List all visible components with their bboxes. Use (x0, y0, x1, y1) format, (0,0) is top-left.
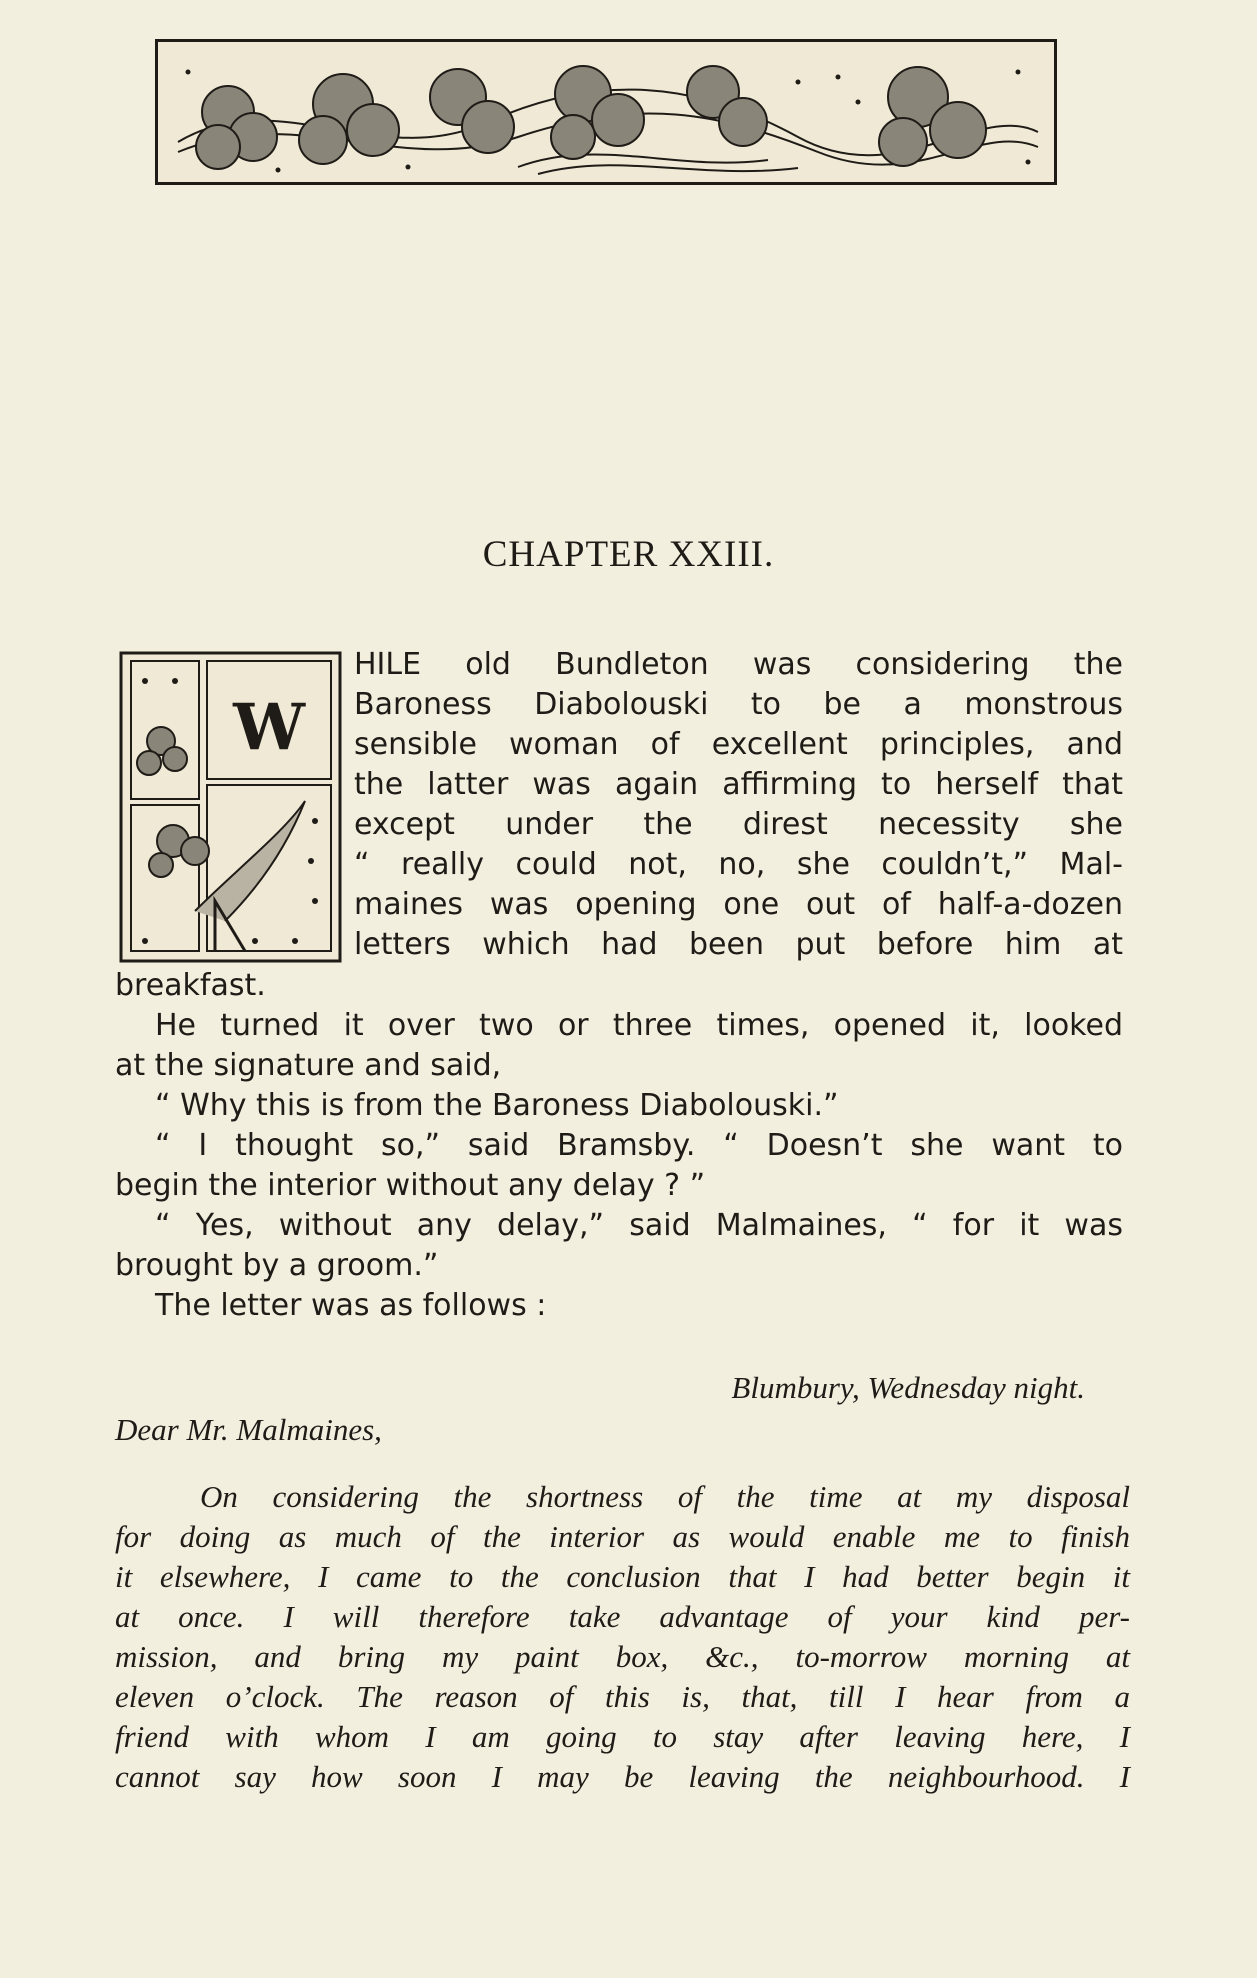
paragraph-line: “ I thought so,” said Bramsby. “ Doesn’t she want to (155, 1128, 1123, 1163)
paragraph-line: He turned it over two or three times, opened it, looked (155, 1008, 1123, 1043)
paragraph-line: Baroness Diabolouski to be a monstrous (354, 687, 1123, 722)
paragraph-line: except under the direst necessity she (354, 807, 1123, 842)
paragraph-line: the latter was again affirming to herself that (354, 767, 1123, 802)
paragraph-line: “ Yes, without any delay,” said Malmaines, “ for it was (155, 1208, 1123, 1243)
paragraph-line: “ Why this is from the Baroness Diabolouski.” (155, 1088, 839, 1123)
chapter-title: CHAPTER XXIII. (482, 534, 775, 575)
letter-salutation: Dear Mr. Malmaines, (115, 1412, 382, 1447)
letter-line: it elsewhere, I came to the conclusion that I had better begin it (115, 1559, 1130, 1594)
paragraph-line: breakfast. (115, 968, 266, 1003)
drop-cap-initial (115, 651, 346, 965)
drop-cap-letter: W (233, 690, 305, 765)
clover-vine-headpiece-icon (155, 39, 1057, 185)
paragraph-line: letters which had been put before him at (354, 927, 1123, 962)
paragraph-line: begin the interior without any delay ? ” (115, 1168, 706, 1203)
paragraph-line: sensible woman of excellent principles, and (354, 727, 1123, 762)
letter-line: eleven o’clock. The reason of this is, that, till I hear from a (115, 1679, 1130, 1714)
paragraph-line: maines was opening one out of half-a-dozen (354, 887, 1123, 922)
letter-dateline: Blumbury, Wednesday night. (731, 1370, 1085, 1405)
letter-line: at once. I will therefore take advantage of your kind per- (115, 1599, 1130, 1634)
letter-line: for doing as much of the interior as would enable me to finish (115, 1519, 1130, 1554)
letter-line: cannot say how soon I may be leaving the neighbourhood. I (115, 1759, 1130, 1794)
letter-line: friend with whom I am going to stay after leaving here, I (115, 1719, 1130, 1754)
paragraph-line: at the signature and said, (115, 1048, 502, 1083)
letter-line: mission, and bring my paint box, &c., to-morrow morning at (115, 1639, 1130, 1674)
paragraph-line: “ really could not, no, she couldn’t,” Mal- (354, 847, 1123, 882)
paragraph-line: The letter was as follows : (155, 1288, 547, 1323)
paragraph-line: brought by a groom.” (115, 1248, 439, 1283)
letter-line: On considering the shortness of the time at my disposal (200, 1479, 1130, 1514)
paragraph-line: HILE old Bundleton was considering the (354, 647, 1123, 682)
